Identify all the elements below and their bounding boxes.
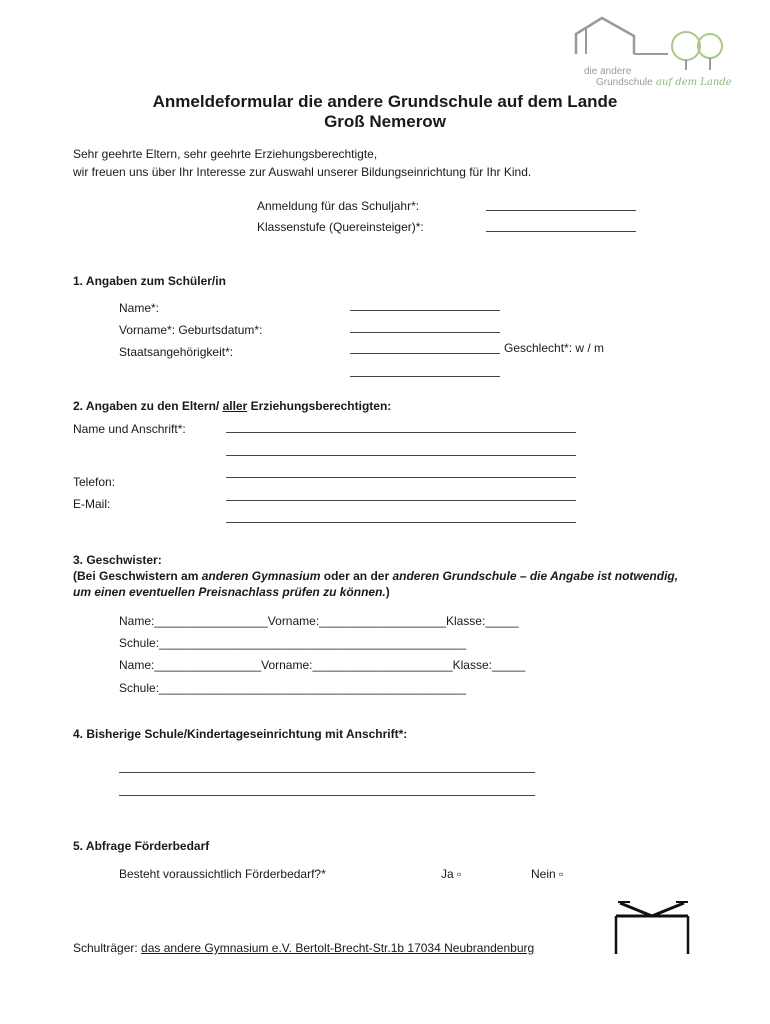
section3-heading: 3. Geschwister: (73, 553, 162, 567)
section2-heading-pre: 2. Angaben zu den Eltern/ (73, 399, 223, 413)
footer-link[interactable]: das andere Gymnasium e.V. Bertolt-Brecht-Str.1b 17034 Neubrandenburg (141, 941, 535, 955)
intro-line-2: wir freuen uns über Ihr Interesse zur Auswahl unserer Bildungseinrichtung für Ihr Kind. (73, 165, 532, 179)
grade-label: Klassenstufe (Quereinsteiger)*: (257, 220, 424, 234)
school-year-label: Anmeldung für das Schuljahr*: (257, 199, 420, 213)
section5-heading: 5. Abfrage Förderbedarf (73, 839, 210, 853)
page-title: Anmeldeformular die andere Grundschule auf dem Lande (152, 92, 618, 111)
extra-student-field[interactable] (350, 376, 500, 377)
intro-line-1: Sehr geehrte Eltern, sehr geehrte Erziehungsberechtigte, (73, 147, 378, 161)
footer (73, 941, 534, 955)
student-name-field[interactable] (350, 310, 500, 311)
siblings-note-line2 (73, 585, 390, 599)
siblings-note-line1 (73, 569, 678, 583)
logo-text-line1: die andere (584, 66, 632, 77)
table-logo (606, 898, 698, 956)
logo-text-line2: Grundschule (596, 77, 653, 88)
email-label: E-Mail: (73, 497, 111, 511)
parent-field-4[interactable] (226, 500, 576, 501)
support-no-checkbox[interactable]: Nein ▫ (531, 867, 564, 881)
sibling-row-4[interactable]: Schule:______________________________________________ (119, 681, 467, 695)
school-year-field[interactable] (486, 210, 636, 211)
section1-heading: 1. Angaben zum Schüler/in (73, 274, 226, 288)
parent-field-1[interactable] (226, 432, 576, 433)
note-italic-2: anderen Grundschule – die Angabe ist notwendig, (392, 569, 679, 583)
grade-field[interactable] (486, 231, 636, 232)
parent-field-5[interactable] (226, 522, 576, 523)
note-close: ) (385, 585, 390, 599)
gender-label[interactable]: Geschlecht*: w / m (504, 341, 605, 355)
sibling-row-1[interactable]: Name:_________________Vorname:___________________Klasse:_____ (119, 614, 519, 628)
parent-field-3[interactable] (226, 477, 576, 478)
firstname-dob-label: Vorname*: Geburtsdatum*: (119, 323, 263, 337)
section2-heading (73, 399, 391, 413)
support-yes-checkbox[interactable]: Ja ▫ (441, 867, 462, 881)
section4-heading: 4. Bisherige Schule/Kindertageseinrichtung mit Anschrift*: (73, 727, 408, 741)
section2-heading-underlined: aller (222, 399, 248, 413)
page-subtitle: Groß Nemerow (324, 112, 446, 131)
sibling-row-2[interactable]: Schule:______________________________________________ (119, 636, 467, 650)
firstname-dob-field[interactable] (350, 332, 500, 333)
sibling-row-3[interactable]: Name:________________Vorname:_____________________Klasse:_____ (119, 658, 526, 672)
student-name-label: Name*: (119, 301, 160, 315)
logo-script-text: auf dem Lande (656, 77, 732, 88)
note-part-2: oder an der (320, 569, 393, 583)
note-part-1: (Bei Geschwistern am (73, 569, 202, 583)
support-question: Besteht voraussichtlich Förderbedarf?* (119, 867, 326, 881)
name-address-label: Name und Anschrift*: (73, 422, 186, 436)
previous-school-field-1[interactable] (119, 772, 535, 773)
nationality-label: Staatsangehörigkeit*: (119, 345, 234, 359)
school-logo (572, 14, 732, 94)
footer-prefix: Schulträger: (73, 941, 142, 955)
section2-heading-post: Erziehungsberechtigten: (247, 399, 392, 413)
parent-field-2[interactable] (226, 455, 576, 456)
previous-school-field-2[interactable] (119, 795, 535, 796)
table-mark-icon (606, 898, 698, 956)
nationality-field[interactable] (350, 353, 500, 354)
note-line2-text: um einen eventuellen Preisnachlass prüfen zu können. (73, 585, 386, 599)
note-italic-1: anderen Gymnasium (201, 569, 321, 583)
phone-label: Telefon: (73, 475, 116, 489)
